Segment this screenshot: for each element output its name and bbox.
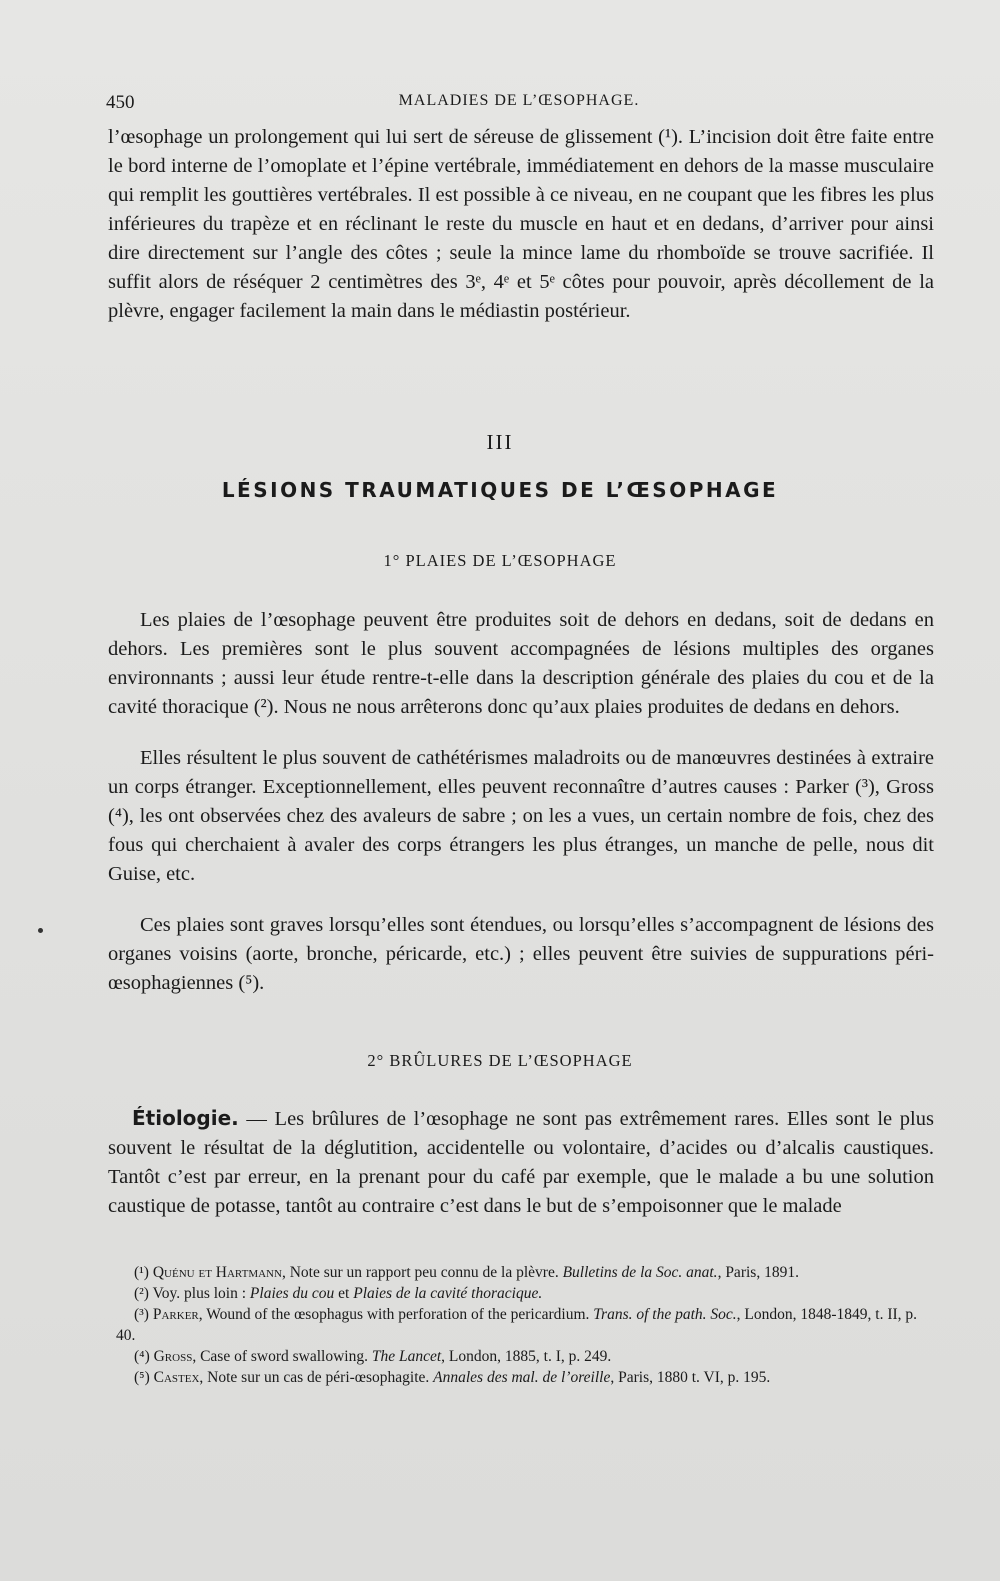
footnote-authors: Gross (153, 1348, 193, 1365)
footnote-mark: (⁴) (134, 1348, 150, 1365)
footnote-mark: (³) (134, 1306, 149, 1323)
footnote-text: , Note sur un rapport peu connu de la plèvre. (281, 1264, 563, 1281)
section-number: III (486, 430, 514, 454)
subsection-title-brulures: 2° BRÛLURES DE L’ŒSOPHAGE (367, 1051, 633, 1070)
footnote-authors: Parker (152, 1306, 199, 1323)
etiologie-text: — Les brûlures de l’œsophage ne sont pas extrêmement rares. Elles sont le plus souvent le résultat de la déglutition, accidentelle ou volontaire, d’acides ou d’alcalis caustiques. Tantôt c’est par erreur, en la prenant pour du café par exemple, que le malade a bu une solution caustique de potasse, tantôt au contraire c’est dans le but de s’empoisonner que le malade (108, 1108, 934, 1217)
page-header (106, 92, 932, 118)
footnote-mark: (²) (134, 1285, 149, 1302)
footnote-mark: (⁵) (134, 1369, 150, 1386)
footnote-mark: (¹) (134, 1264, 149, 1281)
page-number: 450 (106, 92, 135, 113)
footnote-text: , Wound of the œsophagus with perforation of the pericardium. (198, 1306, 594, 1323)
footnote-3 (116, 1304, 936, 1346)
footnote-1 (116, 1262, 936, 1283)
footnote-source-2: Plaies de la cavité thoracique. (353, 1285, 543, 1302)
subsection-title-plaies: 1° PLAIES DE L’ŒSOPHAGE (383, 551, 617, 570)
footnote-text: , Note sur un cas de péri-œsophagite. (199, 1369, 434, 1386)
footnote-source: Bulletins de la Soc. anat. (562, 1264, 718, 1281)
footnote-details: , Paris, 1880 t. VI, p. 195. (610, 1369, 771, 1386)
footnote-4 (116, 1346, 936, 1367)
paragraph-continuation: l’œsophage un prolongement qui lui sert de séreuse de glissement (¹). L’incision doit être faite entre le bord interne de l’omoplate et l’épine vertébrale, immédiatement en dehors de la masse musculaire qui remplit les gouttières vertébrales. Il est possible à ce niveau, en ne coupant que les fibres les plus inférieures du trapèze et en réclinant le reste du muscle en haut et en dedans, d’arriver pour ainsi dire directement sur l’angle des côtes ; seule la mince lame du rhomboïde se trouve sacrifiée. Il suffit alors de réséquer 2 centimètres des 3ᵉ, 4ᵉ et 5ᵉ côtes pour pouvoir, après décollement de la plèvre, engager facilement la main dans le médiastin postérieur. (108, 126, 934, 322)
footnotes (116, 1262, 936, 1388)
footnote-details: , Paris, 1891. (717, 1264, 799, 1281)
footnote-details: , London, 1885, t. I, p. 249. (441, 1348, 612, 1365)
footnote-middle: et (334, 1285, 354, 1302)
footnote-authors: Quénu et Hartmann (152, 1264, 282, 1281)
paragraph-plaies-3: Ces plaies sont graves lorsqu’elles sont étendues, ou lorsqu’elles s’accompagnent de lésions des organes voisins (aorte, bronche, péricarde, etc.) ; elles peuvent être suivies de suppurations péri-œsophagiennes (⁵). (108, 914, 934, 994)
footnote-source: Annales des mal. de l’oreille (433, 1369, 611, 1386)
footnote-2 (116, 1283, 936, 1304)
paragraph-etiologie (108, 1104, 934, 1221)
paragraph-plaies-1: Les plaies de l’œsophage peuvent être produites soit de dehors en dedans, soit de dedans en dehors. Les premières sont le plus souvent accompagnées de lésions multiples des organes environnants ; aussi leur étude rentre-t-elle dans la description générale des plaies du cou et de la cavité thoracique (²). Nous ne nous arrêterons donc qu’aux plaies produites de dedans en dehors. (108, 609, 934, 718)
footnote-text: Voy. plus loin : (152, 1285, 250, 1302)
footnote-source: Plaies du cou (249, 1285, 335, 1302)
paragraph-plaies-2: Elles résultent le plus souvent de cathétérismes maladroits ou de manœuvres destinées à extraire un corps étranger. Exceptionnellement, elles peuvent reconnaître d’autres causes : Parker (³), Gross (⁴), les ont observées chez des avaleurs de sabre ; on les a vues, un certain nombre de fois, chez des fous qui cherchaient à avaler des corps étrangers les plus étranges, un manche de pelle, nous dit Guise, etc. (108, 747, 934, 885)
footnote-authors: Castex (153, 1369, 200, 1386)
footnote-5 (116, 1367, 936, 1388)
running-head: MALADIES DE L’ŒSOPHAGE. (398, 92, 640, 109)
etiologie-heading: Étiologie. (132, 1106, 239, 1130)
footnote-details: , London, 1848-1849, t. II, p. 40. (116, 1306, 918, 1344)
footnote-text: , Case of sword swallowing. (192, 1348, 372, 1365)
footnote-source: Trans. of the path. Soc. (593, 1306, 737, 1323)
margin-speck (38, 928, 43, 933)
section-title: LÉSIONS TRAUMATIQUES DE L’ŒSOPHAGE (221, 478, 779, 502)
footnote-source: The Lancet (371, 1348, 442, 1365)
